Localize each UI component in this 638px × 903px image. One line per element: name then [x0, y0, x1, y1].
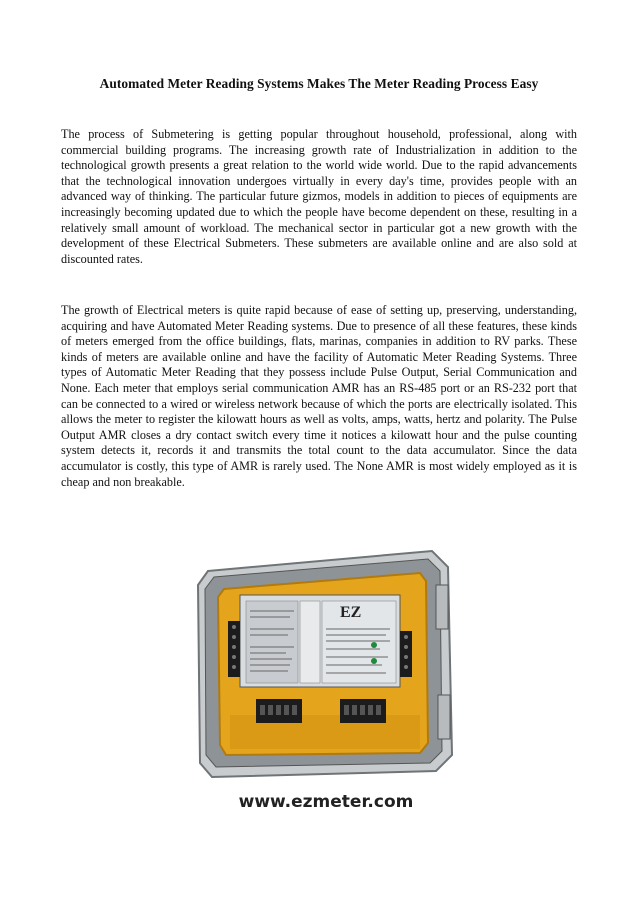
meter-unit [240, 595, 400, 687]
paragraph-1: The process of Submetering is getting popular throughout household, professional, along with commercial building programs. The increasing growth rate of Industrialization in addition to the technological growth presents a great relation to the world wide world. Due to the rapid advancements that the technological innovation undergoes virtually in every day's time, provides people with an advanced way of thinking. The particular future gizmos, models in addition to pieces of equipments are increasingly becoming updated due to which the people have become dependent on these, resulting in a relatively small amount of workload. The mechanical sector in particular got a new growth with the development of these Electrical Submeters. These submeters are available online and are also sold at discounted rates. [61, 127, 577, 266]
document-title: Automated Meter Reading Systems Makes The Meter Reading Process Easy [99, 76, 539, 91]
terminal-block-left [256, 699, 302, 723]
status-led-icon [371, 642, 377, 648]
website-url: www.ezmeter.com [238, 792, 414, 812]
status-led-icon [371, 658, 377, 664]
terminal-strip-right [400, 631, 412, 677]
ez-logo: EZ [340, 604, 362, 621]
paragraph-2: The growth of Electrical meters is quite rapid because of ease of setting up, preserving, understanding, acquiring and have Automated Meter Reading systems. Due to presence of all these features, these kinds of meters emerged from the office buildings, flats, marinas, companies in addition to RV parks. These kinds of meters are available online and have the facility of Automatic Meter Reading Systems. Three types of Automatic Meter Reading that they possess include Pulse Output, Serial Communication and None. Each meter that employs serial communication AMR has an RS-485 port or an RS-232 port that can be connected to a wired or wireless network because of which the ports are electrically isolated. This allows the meter to register the kilowatt hours as well as volts, amps, watts, hertz and polarity. The Pulse Output AMR closes a dry contact switch every time it notices a kilowatt hour and the pulse counting system detects it, records it and transmits the total count to the data accumulator. Since the data accumulator is costly, this type of AMR is rarely used. The None AMR is most widely employed as it is cheap and non breakable. [61, 303, 577, 489]
ez-meter-product-photo [190, 545, 460, 835]
terminal-block-right [340, 699, 386, 723]
terminal-strip-left [228, 621, 240, 677]
